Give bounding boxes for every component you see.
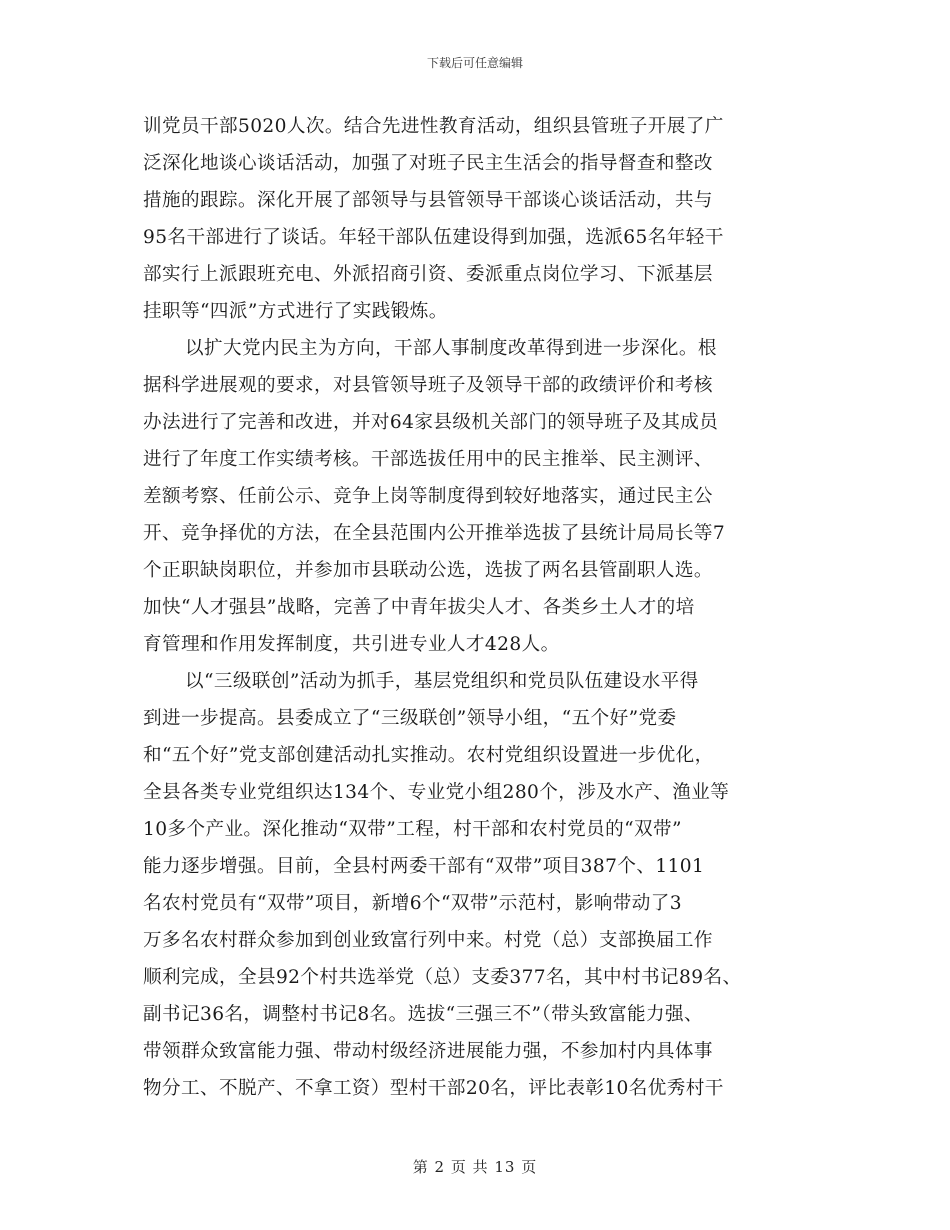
text-line: 能力逐步增强。目前，全县村两委干部有“双带”项目387个、1101 xyxy=(143,856,705,877)
text-line: 部实行上派跟班充电、外派招商引资、委派重点岗位学习、下派基层 xyxy=(143,264,713,285)
text-line: 和“五个好”党支部创建活动扎实推动。农村党组织设置进一步优化， xyxy=(143,745,714,766)
text-line: 训党员干部5020人次。结合先进性教育活动，组织县管班子开展了广 xyxy=(143,116,724,137)
paragraph-first-line: 以扩大党内民主为方向，干部人事制度改革得到进一步深化。根 xyxy=(185,338,717,359)
text-line: 措施的跟踪。深化开展了部领导与县管领导干部谈心谈话活动，共与 xyxy=(143,190,713,211)
text-line: 育管理和作用发挥制度，共引进专业人才428人。 xyxy=(143,634,560,655)
text-line: 据科学进展观的要求，对县管领导班子及领导干部的政绩评价和考核 xyxy=(143,375,713,396)
text-line: 进行了年度工作实绩考核。干部选拔任用中的民主推举、民主测评、 xyxy=(143,449,713,470)
text-line: 名农村党员有“双带”项目，新增6个“双带”示范村，影响带动了3 xyxy=(143,893,682,914)
text-line: 加快“人才强县”战略，完善了中青年拔尖人才、各类乡土人才的培 xyxy=(143,597,695,618)
text-line: 全县各类专业党组织达134个、专业党小组280个，涉及水产、渔业等 xyxy=(143,782,730,803)
text-line: 95名干部进行了谈话。年轻干部队伍建设得到加强，选派65名年轻干 xyxy=(143,227,724,248)
paragraph-first-line: 以“三级联创”活动为抓手，基层党组织和党员队伍建设水平得 xyxy=(185,671,699,692)
text-line: 个正职缺岗职位，并参加市县联动公选，选拔了两名县管副职人选。 xyxy=(143,560,713,581)
text-line: 副书记36名，调整村书记8名。选拔“三强三不”（带头致富能力强、 xyxy=(143,1004,704,1025)
text-line: 泛深化地谈心谈话活动，加强了对班子民主生活会的指导督查和整改 xyxy=(143,153,713,174)
text-line: 顺利完成，全县92个村共选举党（总）支委377名，其中村书记89名、 xyxy=(143,967,742,988)
text-line: 开、竞争择优的方法，在全县范围内公开推举选拔了县统计局局长等7 xyxy=(143,523,726,544)
text-line: 到进一步提高。县委成立了“三级联创”领导小组，“五个好”党委 xyxy=(143,708,677,729)
text-line: 办法进行了完善和改进，并对64家县级机关部门的领导班子及其成员 xyxy=(143,412,719,433)
document-body xyxy=(143,108,843,1107)
text-line: 物分工、不脱产、不拿工资）型村干部20名，评比表彰10名优秀村干 xyxy=(143,1078,724,1099)
text-line: 挂职等“四派”方式进行了实践锻炼。 xyxy=(143,301,448,322)
text-line: 10多个产业。深化推动“双带”工程，村干部和农村党员的“双带” xyxy=(143,819,682,840)
text-line: 差额考察、任前公示、竞争上岗等制度得到较好地落实，通过民主公 xyxy=(143,486,713,507)
text-line: 万多名农村群众参加到创业致富行列中来。村党（总）支部换届工作 xyxy=(143,930,713,951)
page-header-note: 下载后可任意编辑 xyxy=(426,56,523,70)
page-number-footer: 第 2 页 共 13 页 xyxy=(412,1158,538,1176)
text-line: 带领群众致富能力强、带动村级经济进展能力强，不参加村内具体事 xyxy=(143,1041,713,1062)
